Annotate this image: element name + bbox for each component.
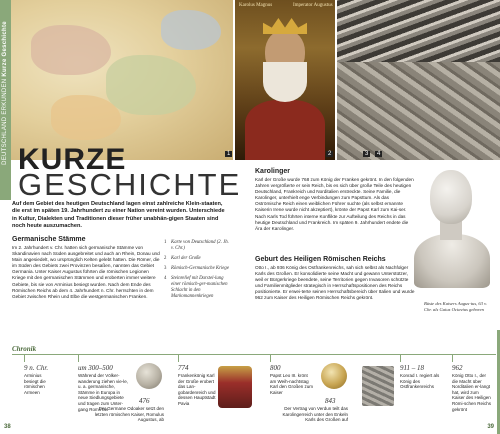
side-tab-section: Kurze Geschichte [2, 21, 8, 77]
roman-coin-image [136, 363, 162, 389]
map-region [161, 10, 221, 50]
map-image [11, 0, 233, 160]
timeline-date: 843 [325, 397, 336, 405]
charlemagne-portrait [235, 0, 335, 160]
section-text-carolingians: Karl der Große wurde 768 zum König der Franken gekrönt. In den folgenden Jahren vergrößerte er sein Reich, bis es sich über große Teile des heutigen Deutschland, Frankreich und Norditalien erstreckte. Seine Familie, die Karolinger, unterhielt enge Verbindungen zum Papsttum. Als das Oströmische Reich einen weiblichen Führer suchte (als selbst ernannte Kaiserin Irene wurde nicht akzeptiert), krönte der Papst Karl zum Kai-ser. Nach Karls Tod führten interne Konflikte zur Aufteilung des Reichs in das heutige Deutschland und Frankreich. Im späten 9. Jahrhundert endete die Ära der Karolinger. [255, 177, 414, 231]
legend-item: 4 Steinrelief mit Darstel-lung einer römisch-ger-manischen Schlacht in den Markomannenkriegen [164, 276, 228, 299]
section-text-holy-roman-empire: Otto I., ab 936 König des Ostfrankenreichs, sah sich selbst als Nachfolger Karls des Großen. Er konsolidierte seine Macht und gewann Unterstützer, weil er Bürgerkriege beendete, seine Territorien gegen Invasoren schützte und Familienmitglieder strategisch in Herrschaftspositionen des Reichs positionierte. Er erwei-terte seinen Herrschaftsbereich über Italien und wurde 962 zum Kaiser des Heiligen Römischen Reichs gekrönt. [255, 265, 415, 301]
page-number-left: 38 [4, 424, 11, 430]
timeline-date: 476 [139, 397, 150, 405]
section-text-germanic-tribes: Im 2. Jahrhundert v. Chr. hatten sich germanische Stämme von Skandinavien nach Süden ausgebreitet und auch an Rhein, Donau und Main angesiedelt, wo ursprünglich Kelten gelebt hatten. Die Römer, die im Süden des Gebiets zwei Provinzen besaßen, nannten das Gebiet Germania. Unter Kaiser Augustus führten die römischen Legionen Kriege mit den germanischen Stämmen und eroberten immer weitere Gebiete, bis sie von Arminius besiegt wurden. Nach dem Ende des Römischen Reichs ab dem 4. Jahrhundert n. Chr. herrschten in dem Gebiet zwischen Rhein und Elbe die westgermanischen Franken. [12, 245, 160, 299]
map-region [106, 55, 196, 115]
image-number-4: 4 [377, 151, 381, 157]
legend-item: 3 Römisch-Germanische Kriege [164, 266, 229, 271]
timeline-text: Frankenkönig Karl der Große erobert das Lan-gobardenreich und dessen Hauptstadt Pavia [178, 373, 216, 406]
map-region [51, 95, 121, 140]
timeline-text: Konrad I. regiert als König des Ostfrankenreichs [400, 373, 440, 390]
legend-item: 1 Karte von Deutschland (2. Jh. v. Chr.) [164, 240, 229, 251]
intro-paragraph: Auf dem Gebiet des heutigen Deutschland lagen einst zahlreiche Klein-staaten, die erst im späten 19. Jahrhundert zu einer Nation vereint wurden. Unterschiede in Kultur, Dialekten und Traditionen dieser früher unabhän-gigen Staaten sind noch heute auszumachen. [12, 201, 225, 229]
map-region [31, 25, 111, 75]
timeline-text: Der Germane Odoaker setzt den letzten römischen Kaiser, Romulus Augustus, ab [94, 406, 164, 423]
charlemagne-miniature-image [218, 366, 252, 408]
battle-relief-image [337, 0, 500, 160]
bust-caption: Büste des Kaisers Augus-tus, 63 v. Chr. als Gaius Octavius geboren [424, 301, 487, 312]
image-legend [164, 240, 232, 304]
timeline-line [12, 354, 496, 355]
image-number-1: 1 [227, 151, 231, 157]
page-title-line1: KURZE [18, 143, 127, 176]
section-title-germanic-tribes: Germanische Stämme [12, 236, 86, 243]
page-title-line2: GESCHICHTE [18, 167, 242, 202]
timeline-text: Arminius besiegt die römischen Armeen [24, 373, 46, 395]
carolingian-coin-image [321, 363, 347, 389]
section-title-holy-roman-empire: Geburt des Heiligen Römischen Reichs [255, 256, 386, 263]
timeline-text: Der Vertrag von Verdun teilt das Karolingerreich unter den Enkeln Karls des Großen auf [282, 406, 348, 423]
page-number-right: 39 [487, 424, 494, 430]
king-inscription-left: Karolus Magnus [239, 3, 273, 8]
image-number-2: 2 [328, 151, 332, 157]
konrad-miniature-image [362, 366, 394, 406]
timeline-date: 800 [270, 364, 281, 372]
timeline-text: König Otto I., der die Macht über Norditalien er-langt hat, wird zum Kaiser des Heiligen Römi-schen Reichs gekrönt [452, 373, 492, 412]
king-inscription-right: Imperator Augustus [293, 3, 333, 8]
timeline-date: 9 n. Chr. [24, 364, 49, 372]
timeline-date: 962 [452, 364, 463, 372]
section-side-tab [0, 0, 11, 200]
image-number-3: 3 [365, 151, 369, 157]
timeline-label: Chronik [12, 345, 37, 353]
augustus-bust-image [412, 170, 492, 290]
crown-icon [263, 18, 307, 34]
timeline-date: 774 [178, 364, 189, 372]
timeline-text: Papst Leo III. krönt am Weih-nachtstag Karl den Großen zum Kaiser [270, 373, 314, 395]
timeline-date: um 300–500 [78, 364, 113, 372]
legend-item: 2 Karl der Große [164, 256, 201, 261]
side-tab-prefix: DEUTSCHLAND ERKUNDEN [2, 78, 8, 165]
timeline-date: 911 – 18 [400, 364, 424, 372]
timeline-text: Während der Völker-wanderung ziehen vie-le, u. a. germanische, Stämme in Europa in neue Siedlungsgebiete und tragen zum Unter-gang Roms bei [78, 373, 129, 412]
section-title-carolingians: Karolinger [255, 168, 291, 175]
